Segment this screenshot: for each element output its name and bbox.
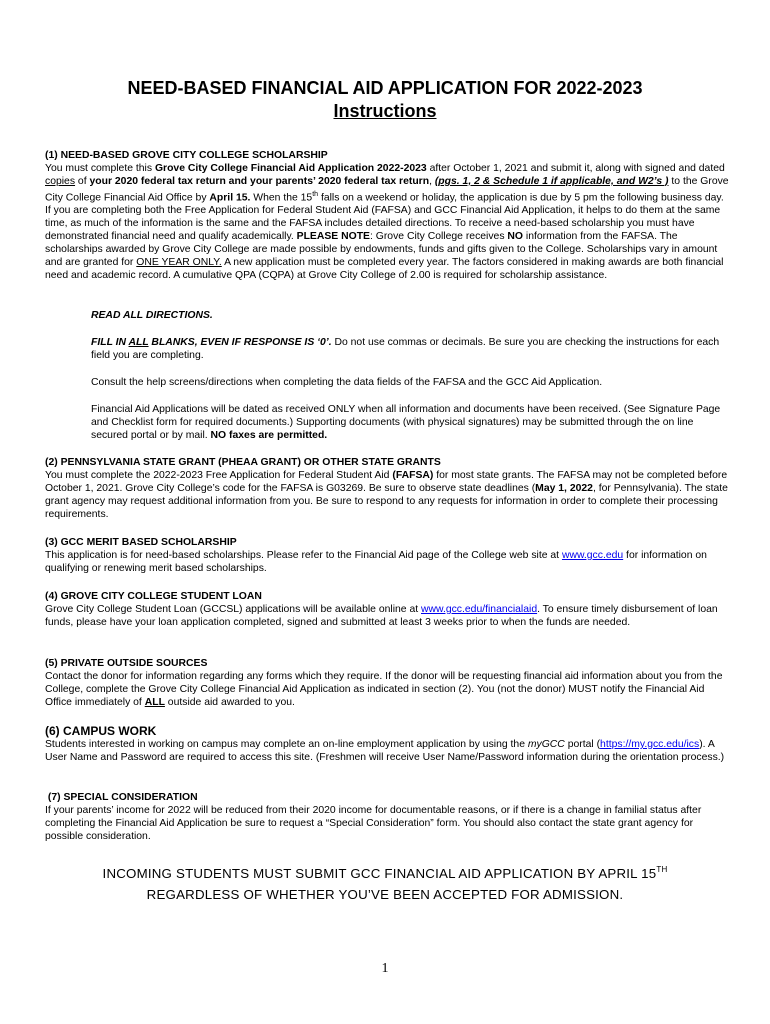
section-student-loan <box>45 591 729 630</box>
section-heading: (2) PENNSYLVANIA STATE GRANT (PHEAA GRANT) OR OTHER STATE GRANTS <box>45 457 441 468</box>
document-title: NEED-BASED FINANCIAL AID APPLICATION FOR 2022-2023 <box>127 78 643 98</box>
section-heading: (1) NEED-BASED GROVE CITY COLLEGE SCHOLARSHIP <box>45 150 328 161</box>
section-body: You must complete the 2022-2023 Free Application for Federal Student Aid (FAFSA) for most state grants. The FAFSA may not be completed before October 1, 2021. Grove City College’s code for the FAFSA is G03269. Be sure to observe state deadlines (May 1, 2022, for Pennsylvania). The state grant agency may request additional information from you. Be sure to respond to any requests for information in order to complete their processing requirements. <box>45 469 728 520</box>
section-campus-work <box>45 724 729 765</box>
read-all-directions: READ ALL DIRECTIONS. <box>91 310 213 321</box>
section-heading: (3) GCC MERIT BASED SCHOLARSHIP <box>45 537 237 548</box>
section-heading: (6) CAMPUS WORK <box>45 724 157 738</box>
document-subtitle: Instructions <box>333 101 437 121</box>
deadline-line-1: INCOMING STUDENTS MUST SUBMIT GCC FINANCIAL AID APPLICATION BY APRIL 15TH <box>102 865 668 881</box>
section-heading: (4) GROVE CITY COLLEGE STUDENT LOAN <box>45 591 262 602</box>
financial-aid-link[interactable]: www.gcc.edu/financialaid <box>421 603 538 615</box>
dating-note: Financial Aid Applications will be dated as received ONLY when all information and documents have been received. (See Signature Page and Checklist form for required documents.) Supporting documents (with physical signatures) may be submitted through the on line secured portal or by mail. NO faxes are permitted. <box>91 404 721 441</box>
section-heading: (7) SPECIAL CONSIDERATION <box>45 792 198 803</box>
section-private-sources <box>45 658 729 710</box>
section-body: Students interested in working on campus may complete an on-line employment application by using the myGCC portal (https://my.gcc.edu/ics). A User Name and Password are required to access this site. (Freshmen will receive User Name/Password information during the orientation process.) <box>45 739 725 763</box>
page-number: 1 <box>381 961 389 976</box>
section-body: This application is for need-based scholarships. Please refer to the Financial Aid page of the College web site at www.gcc.edu for information on qualifying or renewing merit based scholarships. <box>45 549 707 574</box>
section-state-grant <box>45 457 729 522</box>
section-need-based-scholarship <box>45 150 729 283</box>
section-body: Grove City College Student Loan (GCCSL) applications will be available online at www.gcc.edu/financialaid. To ensure timely disbursement of loan funds, please have your loan application completed, signed and submitted at least 3 weeks prior to when the funds are needed. <box>45 603 718 628</box>
deadline-notice <box>0 859 770 905</box>
section-body: If your parents’ income for 2022 will be reduced from their 2020 income for documentable reasons, or if there is a change in familial status after completing the Financial Aid Application be sure to request a “Special Consideration” form. You should also contact the state grant agency for possible consideration. <box>45 804 702 842</box>
consult-help-note: Consult the help screens/directions when completing the data fields of the FAFSA and the GCC Aid Application. <box>91 377 603 388</box>
section-body: You must complete this Grove City College Financial Aid Application 2022-2023 after October 1, 2021 and submit it, along with signed and dated copies of your 2020 federal tax return and your parents’ 2020 federal tax return, (pgs. 1, 2 & Schedule 1 if applicable, and W2’s ) to the Grove City College Financial Aid Office by April 15. When the 15th falls on a weekend or holiday, the application is due by 5 pm the following business day. If you are completing both the Free Application for Federal Student Aid (FAFSA) and GCC Financial Aid Application, it helps to do them at the same time, as much of the information is the same and the FAFSA includes detailed directions. To receive a need-based scholarship you must have demonstrated financial need and qualify academically. PLEASE NOTE: Grove City College receives NO information from the FAFSA. The scholarships awarded by Grove City College are made possible by endowments, funds and gifts given to the College. Scholarships vary in amount and are granted for ONE YEAR ONLY. A new application must be completed every year. The factors considered in making awards are both financial need and academic record. A cumulative QPA (CQPA) at Grove City College of 2.00 is required for scholarship assistance. <box>45 162 729 281</box>
section-merit-scholarship <box>45 537 729 576</box>
fill-in-blanks-note: FILL IN ALL BLANKS, EVEN IF RESPONSE IS ‘0’. Do not use commas or decimals. Be sure you are checking the instructions for each field you are completing. <box>91 337 720 361</box>
section-heading: (5) PRIVATE OUTSIDE SOURCES <box>45 658 208 669</box>
section-body: Contact the donor for information regarding any forms which they require. If the donor will be requesting financial aid information about you from the College, complete the Grove City College Financial Aid Application as indicated in section (2). You (not the donor) MUST notify the Financial Aid Office immediately of ALL outside aid awarded to you. <box>45 670 723 708</box>
deadline-line-2: REGARDLESS OF WHETHER YOU’VE BEEN ACCEPTED FOR ADMISSION. <box>146 887 624 902</box>
section-special-consideration <box>45 792 729 844</box>
mygcc-portal-link[interactable]: https://my.gcc.edu/ics <box>600 739 700 750</box>
gcc-website-link[interactable]: www.gcc.edu <box>561 549 624 561</box>
